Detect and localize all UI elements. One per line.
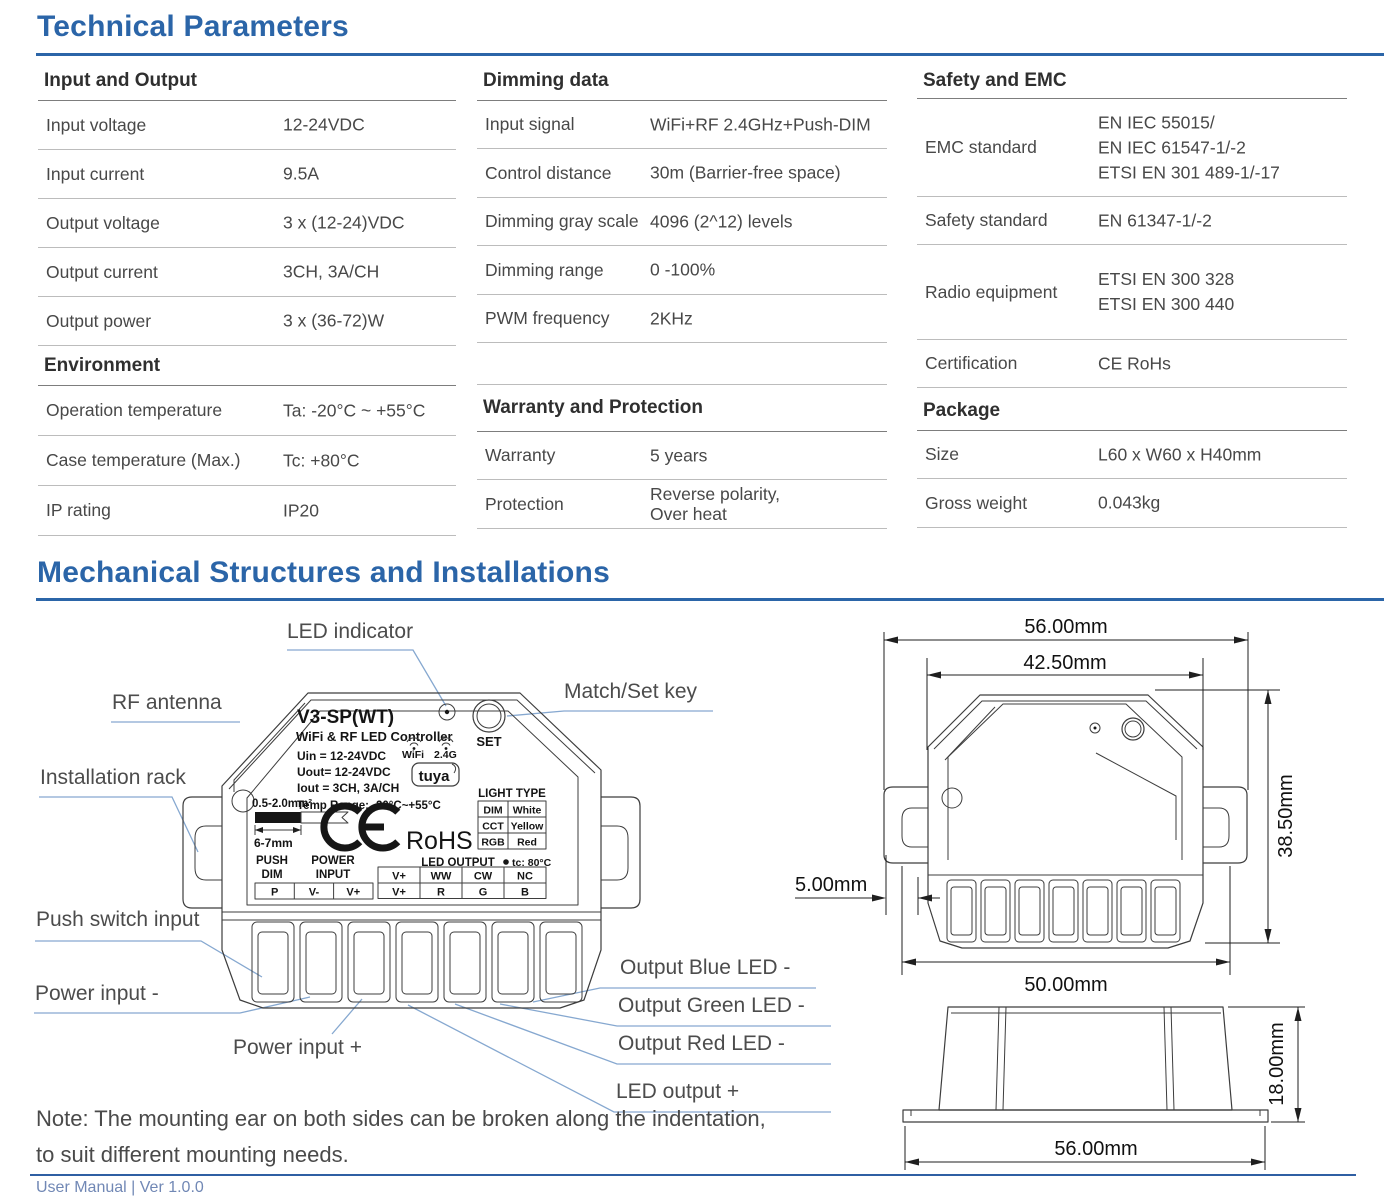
row-value: 12-24VDC (283, 114, 365, 135)
svg-text:CW: CW (473, 870, 493, 883)
table-row (477, 246, 887, 295)
row-value: 2KHz (650, 308, 693, 328)
row-value: EN 61347-1/-2 (1098, 210, 1212, 230)
callout-installation-rack: Installation rack (40, 766, 186, 789)
svg-text:White: White (512, 804, 542, 817)
callout-led-indicator: LED indicator (287, 620, 414, 643)
dim-front-total-width (884, 616, 1248, 790)
row-label: Output power (46, 310, 152, 331)
table-row (917, 340, 1347, 388)
table-row (38, 297, 456, 346)
row-value: IP20 (283, 500, 319, 520)
svg-text:V+: V+ (392, 870, 406, 883)
svg-text:V-: V- (308, 886, 320, 899)
table-row (38, 386, 456, 436)
svg-text:WW: WW (430, 870, 452, 883)
row-value: 4096 (2^12) levels (650, 211, 793, 231)
note-line-1: Note: The mounting ear on both sides can be broken along the indentation, (36, 1106, 766, 1131)
dim-side-width (905, 1126, 1265, 1170)
spec-uin: Uin = 12-24VDC (297, 749, 387, 763)
table-row (917, 479, 1347, 528)
section-title-mechanical: Mechanical Structures and Installations (37, 556, 610, 589)
bottom-rule (30, 1174, 1356, 1176)
row-value: WiFi+RF 2.4GHz+Push-DIM (650, 114, 871, 134)
row-value: 3 x (12-24)VDC (283, 212, 405, 233)
ce-mark-icon (324, 806, 398, 848)
dimension-drawing-side (903, 1007, 1305, 1170)
svg-text:0.5-2.0mm²: 0.5-2.0mm² (252, 798, 313, 810)
terminal-clamps (252, 922, 582, 1002)
table-title: Environment (38, 347, 456, 386)
terminal-table-right (378, 867, 546, 899)
svg-text:DIM: DIM (483, 804, 503, 817)
row-label: Operation temperature (46, 400, 223, 420)
row-value: Reverse polarity, Over heat (650, 484, 781, 524)
svg-text:Yellow: Yellow (510, 820, 544, 833)
table-row (38, 486, 456, 536)
wifi-label: WiFi (402, 749, 425, 761)
row-label: Protection (485, 493, 564, 514)
svg-text:18.00mm: 18.00mm (1266, 1022, 1288, 1106)
table-row (38, 101, 456, 150)
table-row (38, 436, 456, 486)
svg-text:42.50mm: 42.50mm (1023, 652, 1107, 674)
table-row (477, 295, 887, 343)
device-model: V3-SP(WT) (297, 707, 395, 728)
row-value: Tc: +80°C (283, 450, 360, 470)
table-title: Warranty and Protection (477, 385, 887, 432)
callout-match-set-key: Match/Set key (564, 680, 698, 703)
svg-text:R: R (437, 886, 445, 899)
set-label: SET (476, 734, 502, 749)
svg-text:P: P (271, 886, 279, 899)
row-label: PWM frequency (485, 308, 610, 328)
section-title-technical: Technical Parameters (37, 10, 349, 43)
table-row (38, 150, 456, 199)
mounting-ear-right (601, 797, 640, 908)
table-row (38, 199, 456, 248)
row-value: 9.5A (283, 163, 319, 184)
row-label: EMC standard (925, 137, 1037, 157)
group-power: POWER (311, 855, 355, 867)
svg-text:LIGHT TYPE: LIGHT TYPE (478, 788, 546, 800)
callout-output-red: Output Red LED - (618, 1032, 785, 1055)
antenna-hole (232, 790, 254, 812)
row-label: Gross weight (925, 492, 1028, 513)
table-row (917, 431, 1347, 479)
svg-text:Red: Red (517, 836, 537, 849)
row-label: Control distance (485, 162, 612, 183)
table-dimming (477, 62, 887, 343)
table-title: Dimming data (477, 62, 887, 101)
rohs-label: RoHS (406, 827, 473, 855)
dim-front-offset (795, 855, 940, 915)
rf-antenna-trace (234, 703, 305, 792)
mounting-ear-left (183, 797, 222, 908)
row-label: Radio equipment (925, 281, 1058, 302)
svg-text:NC: NC (517, 870, 533, 883)
callout-power-input-plus: Power input + (233, 1036, 362, 1059)
row-label: Dimming gray scale (485, 211, 639, 231)
callout-power-input-minus: Power input - (35, 982, 159, 1005)
row-label: Input current (46, 163, 145, 184)
row-value: EN IEC 55015/ EN IEC 61547-1/-2 ETSI EN 301 489-1/-17 (1098, 112, 1280, 182)
device-subtitle: WiFi & RF LED Controller (296, 729, 453, 744)
terminal-clamps-small (947, 880, 1180, 942)
row-value: 30m (Barrier-free space) (650, 162, 841, 183)
led-indicator-dot (439, 704, 455, 720)
svg-text:RGB: RGB (481, 836, 505, 849)
row-label: IP rating (46, 500, 111, 520)
row-label: Warranty (485, 445, 556, 465)
light-type-table (478, 788, 546, 849)
wifi-freq-label: 2.4G (434, 749, 457, 761)
table-row (917, 197, 1347, 245)
svg-text:tuya: tuya (418, 768, 450, 785)
table-row (477, 432, 887, 480)
table-title: Input and Output (38, 62, 456, 101)
row-label: Input voltage (46, 114, 147, 135)
row-label: Dimming range (485, 259, 604, 280)
terminal-table-left (255, 883, 373, 899)
row-label: Output current (46, 261, 158, 282)
table-environment (38, 347, 456, 536)
group-led-output: LED OUTPUT (421, 857, 495, 869)
svg-text:CCT: CCT (482, 820, 504, 833)
section-rule-technical (36, 53, 1384, 56)
row-label: Output voltage (46, 212, 160, 233)
row-value: Ta: -20°C ~ +55°C (283, 400, 426, 420)
svg-text:6-7mm: 6-7mm (254, 836, 293, 850)
spec-temp: Temp Range: -20°C~+55°C (297, 800, 441, 812)
row-value: 0 -100% (650, 259, 716, 280)
svg-text:5.00mm: 5.00mm (795, 874, 868, 896)
svg-text:V+: V+ (346, 886, 361, 899)
spec-uout: Uout= 12-24VDC (297, 765, 391, 779)
row-label: Size (925, 444, 960, 464)
dim-side-height (1228, 1007, 1305, 1122)
table-row (477, 198, 887, 246)
svg-text:50.00mm: 50.00mm (1024, 974, 1108, 996)
table-safety-emc (917, 64, 1347, 388)
dimension-drawing-front (795, 616, 1297, 996)
callout-led-output-plus: LED output + (616, 1080, 740, 1103)
table-package (917, 392, 1347, 528)
row-value: 3 x (36-72)W (283, 310, 385, 331)
row-value: CE RoHs (1098, 353, 1171, 373)
device-front-drawing (183, 693, 640, 1008)
svg-text:G: G (478, 886, 488, 899)
row-value: L60 x W60 x H40mm (1098, 444, 1262, 464)
row-label: Certification (925, 353, 1018, 373)
svg-text:tc: 80°C: tc: 80°C (512, 857, 552, 869)
row-value: 5 years (650, 445, 708, 465)
row-value: ETSI EN 300 328 ETSI EN 300 440 (1098, 269, 1235, 314)
row-value: 3CH, 3A/CH (283, 261, 380, 282)
svg-text:56.00mm: 56.00mm (1054, 1138, 1138, 1160)
row-label: Safety standard (925, 210, 1048, 230)
table-title: Safety and EMC (917, 64, 1347, 99)
table-row (477, 480, 887, 529)
table-input-output (38, 62, 456, 346)
svg-text:38.50mm: 38.50mm (1275, 774, 1297, 858)
row-value: 0.043kg (1098, 492, 1161, 513)
table-warranty (477, 384, 887, 529)
callout-rf-antenna: RF antenna (112, 691, 222, 714)
svg-text:B: B (521, 886, 529, 899)
footer-partial-text: User Manual | Ver 1.0.0 (36, 1179, 204, 1196)
group-push: PUSH (256, 855, 288, 867)
table-row (917, 99, 1347, 197)
callout-output-blue: Output Blue LED - (620, 956, 791, 979)
set-button (473, 700, 505, 732)
group-push-2: DIM (261, 869, 283, 881)
svg-text:V+: V+ (392, 886, 406, 899)
svg-text:56.00mm: 56.00mm (1024, 616, 1108, 638)
tuya-logo (412, 763, 459, 786)
group-power-2: INPUT (315, 869, 351, 881)
table-row (38, 248, 456, 297)
row-label: Input signal (485, 114, 575, 134)
table-row (917, 245, 1347, 340)
table-row (477, 101, 887, 149)
row-label: Case temperature (Max.) (46, 450, 241, 470)
table-row (477, 149, 887, 198)
callout-output-green: Output Green LED - (618, 994, 805, 1017)
callout-push-switch-input: Push switch input (36, 908, 200, 931)
note-line-2: to suit different mounting needs. (36, 1142, 349, 1167)
table-title: Package (917, 392, 1347, 431)
spec-iout: Iout = 3CH, 3A/CH (297, 781, 400, 795)
